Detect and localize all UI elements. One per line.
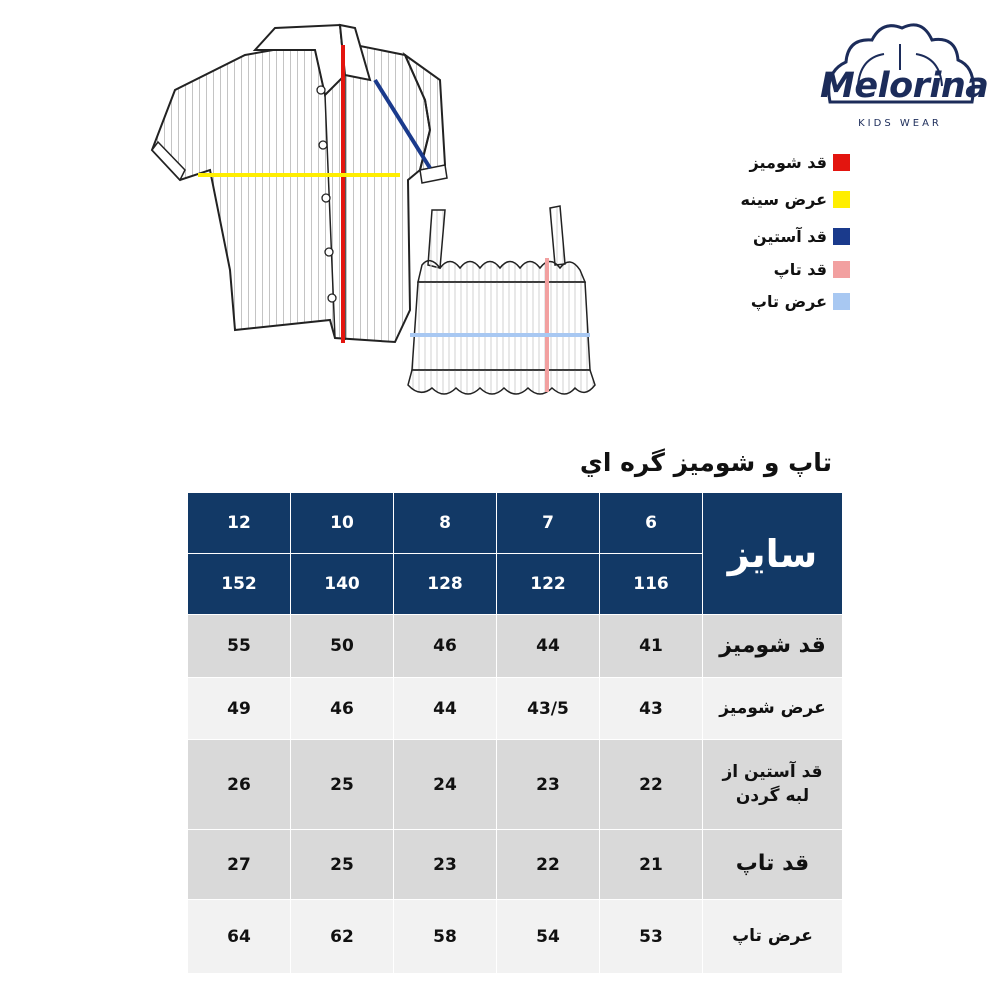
value-cell: 62 <box>291 900 394 974</box>
legend-swatch <box>833 154 850 171</box>
height-cell: 128 <box>394 554 497 615</box>
value-cell: 54 <box>497 900 600 974</box>
value-cell: 43/5 <box>497 678 600 740</box>
height-cell: 116 <box>600 554 703 615</box>
value-cell: 25 <box>291 740 394 830</box>
row-label: عرض تاپ <box>703 900 843 974</box>
value-cell: 22 <box>497 830 600 900</box>
value-cell: 43 <box>600 678 703 740</box>
value-cell: 50 <box>291 615 394 678</box>
legend-item-sleeve-length <box>753 224 850 248</box>
value-cell: 26 <box>188 740 291 830</box>
legend-label: قد آستین <box>753 226 827 246</box>
size-cell: 6 <box>600 493 703 554</box>
value-cell: 44 <box>497 615 600 678</box>
row-label: قد شومیز <box>703 615 843 678</box>
legend-item-top-length <box>774 257 850 281</box>
value-cell: 55 <box>188 615 291 678</box>
legend-item-chest-width <box>741 187 850 211</box>
legend-swatch <box>833 261 850 278</box>
header-row-sizes <box>188 493 843 554</box>
table-row <box>188 615 843 678</box>
legend-swatch <box>833 228 850 245</box>
legend-item-top-width <box>751 289 850 313</box>
value-cell: 22 <box>600 740 703 830</box>
table-row <box>188 900 843 974</box>
legend-label: عرض سینه <box>740 189 827 209</box>
brand-tagline: KIDS WEAR <box>858 118 942 129</box>
value-cell: 53 <box>600 900 703 974</box>
legend-swatch <box>833 293 850 310</box>
legend-item-shirt-length <box>750 150 850 174</box>
value-cell: 25 <box>291 830 394 900</box>
row-label: عرض شومیز <box>703 678 843 740</box>
page-title: تاپ و شومیز گره اي <box>579 448 832 477</box>
size-cell: 8 <box>394 493 497 554</box>
value-cell: 49 <box>188 678 291 740</box>
value-cell: 64 <box>188 900 291 974</box>
legend-label: قد تاپ <box>773 259 827 279</box>
value-cell: 41 <box>600 615 703 678</box>
brand-logo <box>820 14 990 134</box>
row-label: قد تاپ <box>703 830 843 900</box>
value-cell: 21 <box>600 830 703 900</box>
value-cell: 58 <box>394 900 497 974</box>
shirt-drawing <box>152 25 447 343</box>
size-table <box>187 492 843 974</box>
garment-illustration <box>140 20 610 410</box>
size-cell: 10 <box>291 493 394 554</box>
value-cell: 24 <box>394 740 497 830</box>
value-cell: 46 <box>291 678 394 740</box>
row-label: قد آستین از لبه گردن <box>703 740 843 830</box>
legend-swatch <box>833 191 850 208</box>
size-header-label: سایز <box>703 493 843 615</box>
size-cell: 7 <box>497 493 600 554</box>
legend-label: عرض تاپ <box>750 291 827 311</box>
legend-label: قد شومیز <box>749 152 827 172</box>
table-row <box>188 678 843 740</box>
height-cell: 122 <box>497 554 600 615</box>
value-cell: 27 <box>188 830 291 900</box>
table-row <box>188 830 843 900</box>
value-cell: 44 <box>394 678 497 740</box>
height-cell: 152 <box>188 554 291 615</box>
size-cell: 12 <box>188 493 291 554</box>
height-cell: 140 <box>291 554 394 615</box>
value-cell: 46 <box>394 615 497 678</box>
value-cell: 23 <box>394 830 497 900</box>
top-drawing <box>408 206 595 394</box>
brand-name: Melorina <box>820 66 989 106</box>
table-row <box>188 740 843 830</box>
value-cell: 23 <box>497 740 600 830</box>
